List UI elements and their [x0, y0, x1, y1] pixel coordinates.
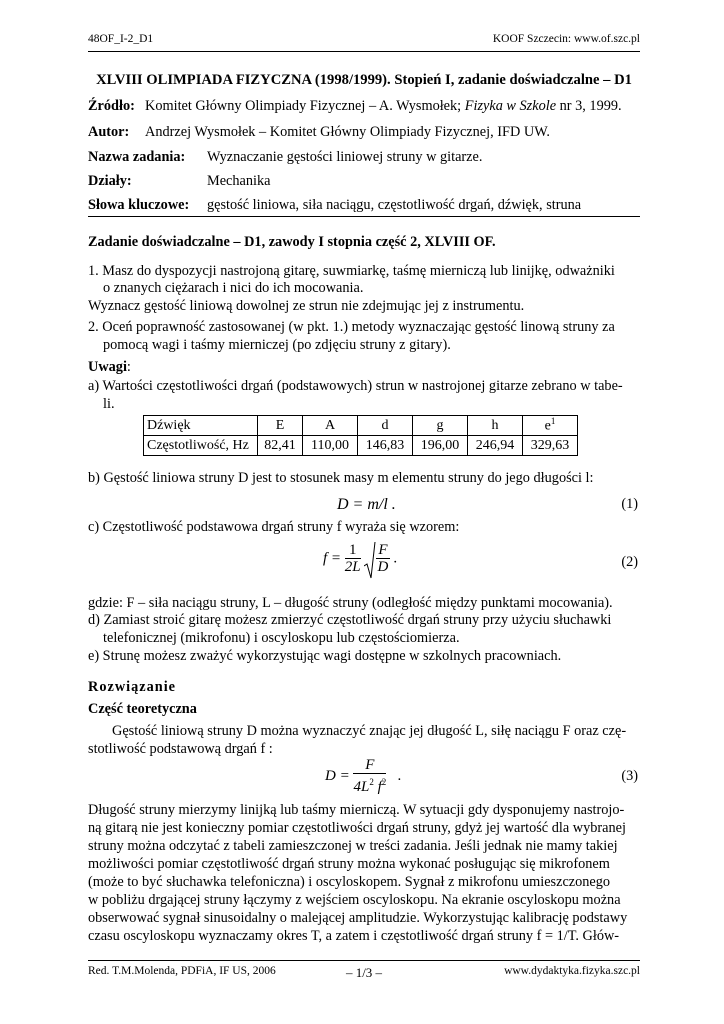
notes-heading: Uwagi:	[88, 359, 131, 375]
page-number: – 1/3 –	[345, 965, 383, 980]
page-footer	[88, 960, 640, 980]
solution-para-line: ną gitarą nie jest konieczny pomiar częstotliwości drgań struny, gdyż jej wartość dla wybranej	[88, 820, 626, 836]
equation-1-number: (1)	[621, 496, 638, 512]
task-name-text: Wyznaczanie gęstości liniowej struny w gitarze.	[207, 149, 483, 165]
solution-intro-2: stotliwość podstawową drgań f :	[88, 741, 273, 757]
source-label: Źródło:	[88, 98, 135, 114]
solution-intro-1: Gęstość liniową struny D można wyznaczyć znając jej długość L, siłę naciągu F oraz czę-	[112, 723, 627, 739]
task-point-2a: 2. Oceń poprawność zastosowanej (w pkt. 1.) metody wyznaczając gęstość linową struny za	[88, 319, 615, 335]
solution-para-line: struny można odczytać z tabeli zamieszczonej w treści zadania. Jeśli jednak nie mamy takiej	[88, 838, 618, 854]
solution-para-line: możliwości pomiar częstotliwość drgań struny można wykonać posługując się mikrofonem	[88, 856, 610, 872]
author-text: Andrzej Wysmołek – Komitet Główny Olimpiady Fizycznej, IFD UW.	[145, 124, 550, 140]
note-c: c) Częstotliwość podstawowa drgań struny f wyraża się wzorem:	[88, 519, 460, 535]
task-point-1c: Wyznacz gęstość liniową dowolnej ze strun nie zdejmując jej z instrumentu.	[88, 298, 525, 314]
solution-subheading: Część teoretyczna	[88, 701, 197, 717]
task-point-1a: 1. Masz do dyspozycji nastrojoną gitarę, suwmiarkę, taśmę mierniczą lub linijkę, odważniki	[88, 263, 615, 279]
table-cell: Dźwięk	[144, 416, 258, 436]
footer-editor: Red. T.M.Molenda, PDFiA, IF US, 2006	[88, 965, 276, 977]
table-row	[144, 436, 578, 456]
task-name-label: Nazwa zadania:	[88, 149, 186, 165]
table-cell: E	[258, 416, 303, 436]
note-a-line2: li.	[103, 396, 115, 412]
sections-label: Działy:	[88, 173, 132, 189]
footer-site: www.dydaktyka.fizyka.szc.pl	[504, 965, 640, 977]
table-cell: 329,63	[523, 436, 578, 456]
note-e: e) Strunę możesz zważyć wykorzystując wagi dostępne w szkolnych pracowniach.	[88, 648, 562, 664]
frequency-table	[143, 415, 578, 456]
solution-para-line: w pobliżu drgającej struny łączymy z wejściem oscyloskopu. Na ekranie oscyloskopu można	[88, 892, 621, 908]
table-cell: Częstotliwość, Hz	[144, 436, 258, 456]
equation-1: D = m/l .	[337, 496, 396, 513]
solution-para-line: (może to być słuchawka telefoniczna) i oscyloskopem. Sygnał z mikrofonu umieszczonego	[88, 874, 611, 890]
header-doc-id: 48OF_I-2_D1	[88, 33, 154, 45]
equation-3: D = $\frac{F}{4L^2 f^2}$ .	[325, 757, 402, 795]
task-point-1b: o znanych ciężarach i nici do ich mocowania.	[103, 280, 364, 296]
table-cell: h	[468, 416, 523, 436]
table-cell: 196,00	[413, 436, 468, 456]
task-heading: Zadanie doświadczalne – D1, zawody I stopnia część 2, XLVIII OF.	[88, 234, 496, 250]
source-text: Komitet Główny Olimpiady Fizycznej – A. Wysmołek;	[145, 98, 462, 114]
note-d-line1: d) Zamiast stroić gitarę możesz zmierzyć częstotliwość drgań struny przy użyciu słuchawki	[88, 612, 612, 628]
table-cell: 82,41	[258, 436, 303, 456]
keywords-text: gęstość liniowa, siła naciągu, częstotliwość drgań, dźwięk, struna	[207, 197, 582, 213]
solution-para-line: Długość struny mierzymy linijką lub taśmy mierniczą. W sytuacji gdy dysponujemy nastrojo-	[88, 802, 625, 818]
task-point-2b: pomocą wagi i taśmy mierniczej (po zdjęciu struny z gitary).	[103, 337, 451, 353]
note-d-line2: telefonicznej (mikrofonu) i oscyloskopu lub częstościomierza.	[103, 630, 460, 646]
solution-para-line: czasu oscyloskopu wyznaczamy okres T, a zatem i częstotliwość drgań struny f = 1/T. Głów-	[88, 928, 620, 944]
sections-text: Mechanika	[207, 173, 271, 189]
equation-2-number: (2)	[621, 554, 638, 570]
olympiad-title: XLVIII OLIMPIADA FIZYCZNA (1998/1999). Stopień I, zadanie doświadczalne – D1	[96, 72, 632, 88]
where-definitions: gdzie: F – siła naciągu struny, L – długość struny (odległość między punktami mocowania).	[88, 595, 613, 611]
header-site: KOOF Szczecin: www.of.szc.pl	[492, 33, 640, 45]
page-header	[88, 33, 640, 52]
table-row	[144, 416, 578, 436]
table-cell: d	[358, 416, 413, 436]
note-a-line1: a) Wartości częstotliwości drgań (podstawowych) strun w nastrojonej gitarze zebrano w tabe-	[88, 378, 623, 394]
source-journal: Fizyka w Szkole	[464, 98, 557, 114]
solution-para-line: obserwować sygnał sinusoidalny o malejącej amplitudzie. Wykorzystując kalibrację podstawy	[88, 910, 628, 926]
note-b: b) Gęstość liniowa struny D jest to stosunek masy m elementu struny do jego długości l:	[88, 470, 594, 486]
table-cell: A	[303, 416, 358, 436]
meta-divider	[88, 216, 640, 217]
table-cell: g	[413, 416, 468, 436]
keywords-label: Słowa kluczowe:	[88, 197, 190, 213]
equation-3-number: (3)	[621, 768, 638, 784]
source-issue: nr 3, 1999.	[559, 98, 622, 114]
table-cell: 146,83	[358, 436, 413, 456]
solution-heading: Rozwiązanie	[88, 679, 177, 695]
table-cell: $e^1$	[523, 416, 578, 436]
table-cell: 246,94	[468, 436, 523, 456]
table-cell: 110,00	[303, 436, 358, 456]
equation-2: f = $\frac{1}{2L}$ $\frac{F}{D}$ .	[323, 542, 397, 576]
table-superscript: 1	[550, 416, 556, 427]
author-label: Autor:	[88, 124, 130, 140]
